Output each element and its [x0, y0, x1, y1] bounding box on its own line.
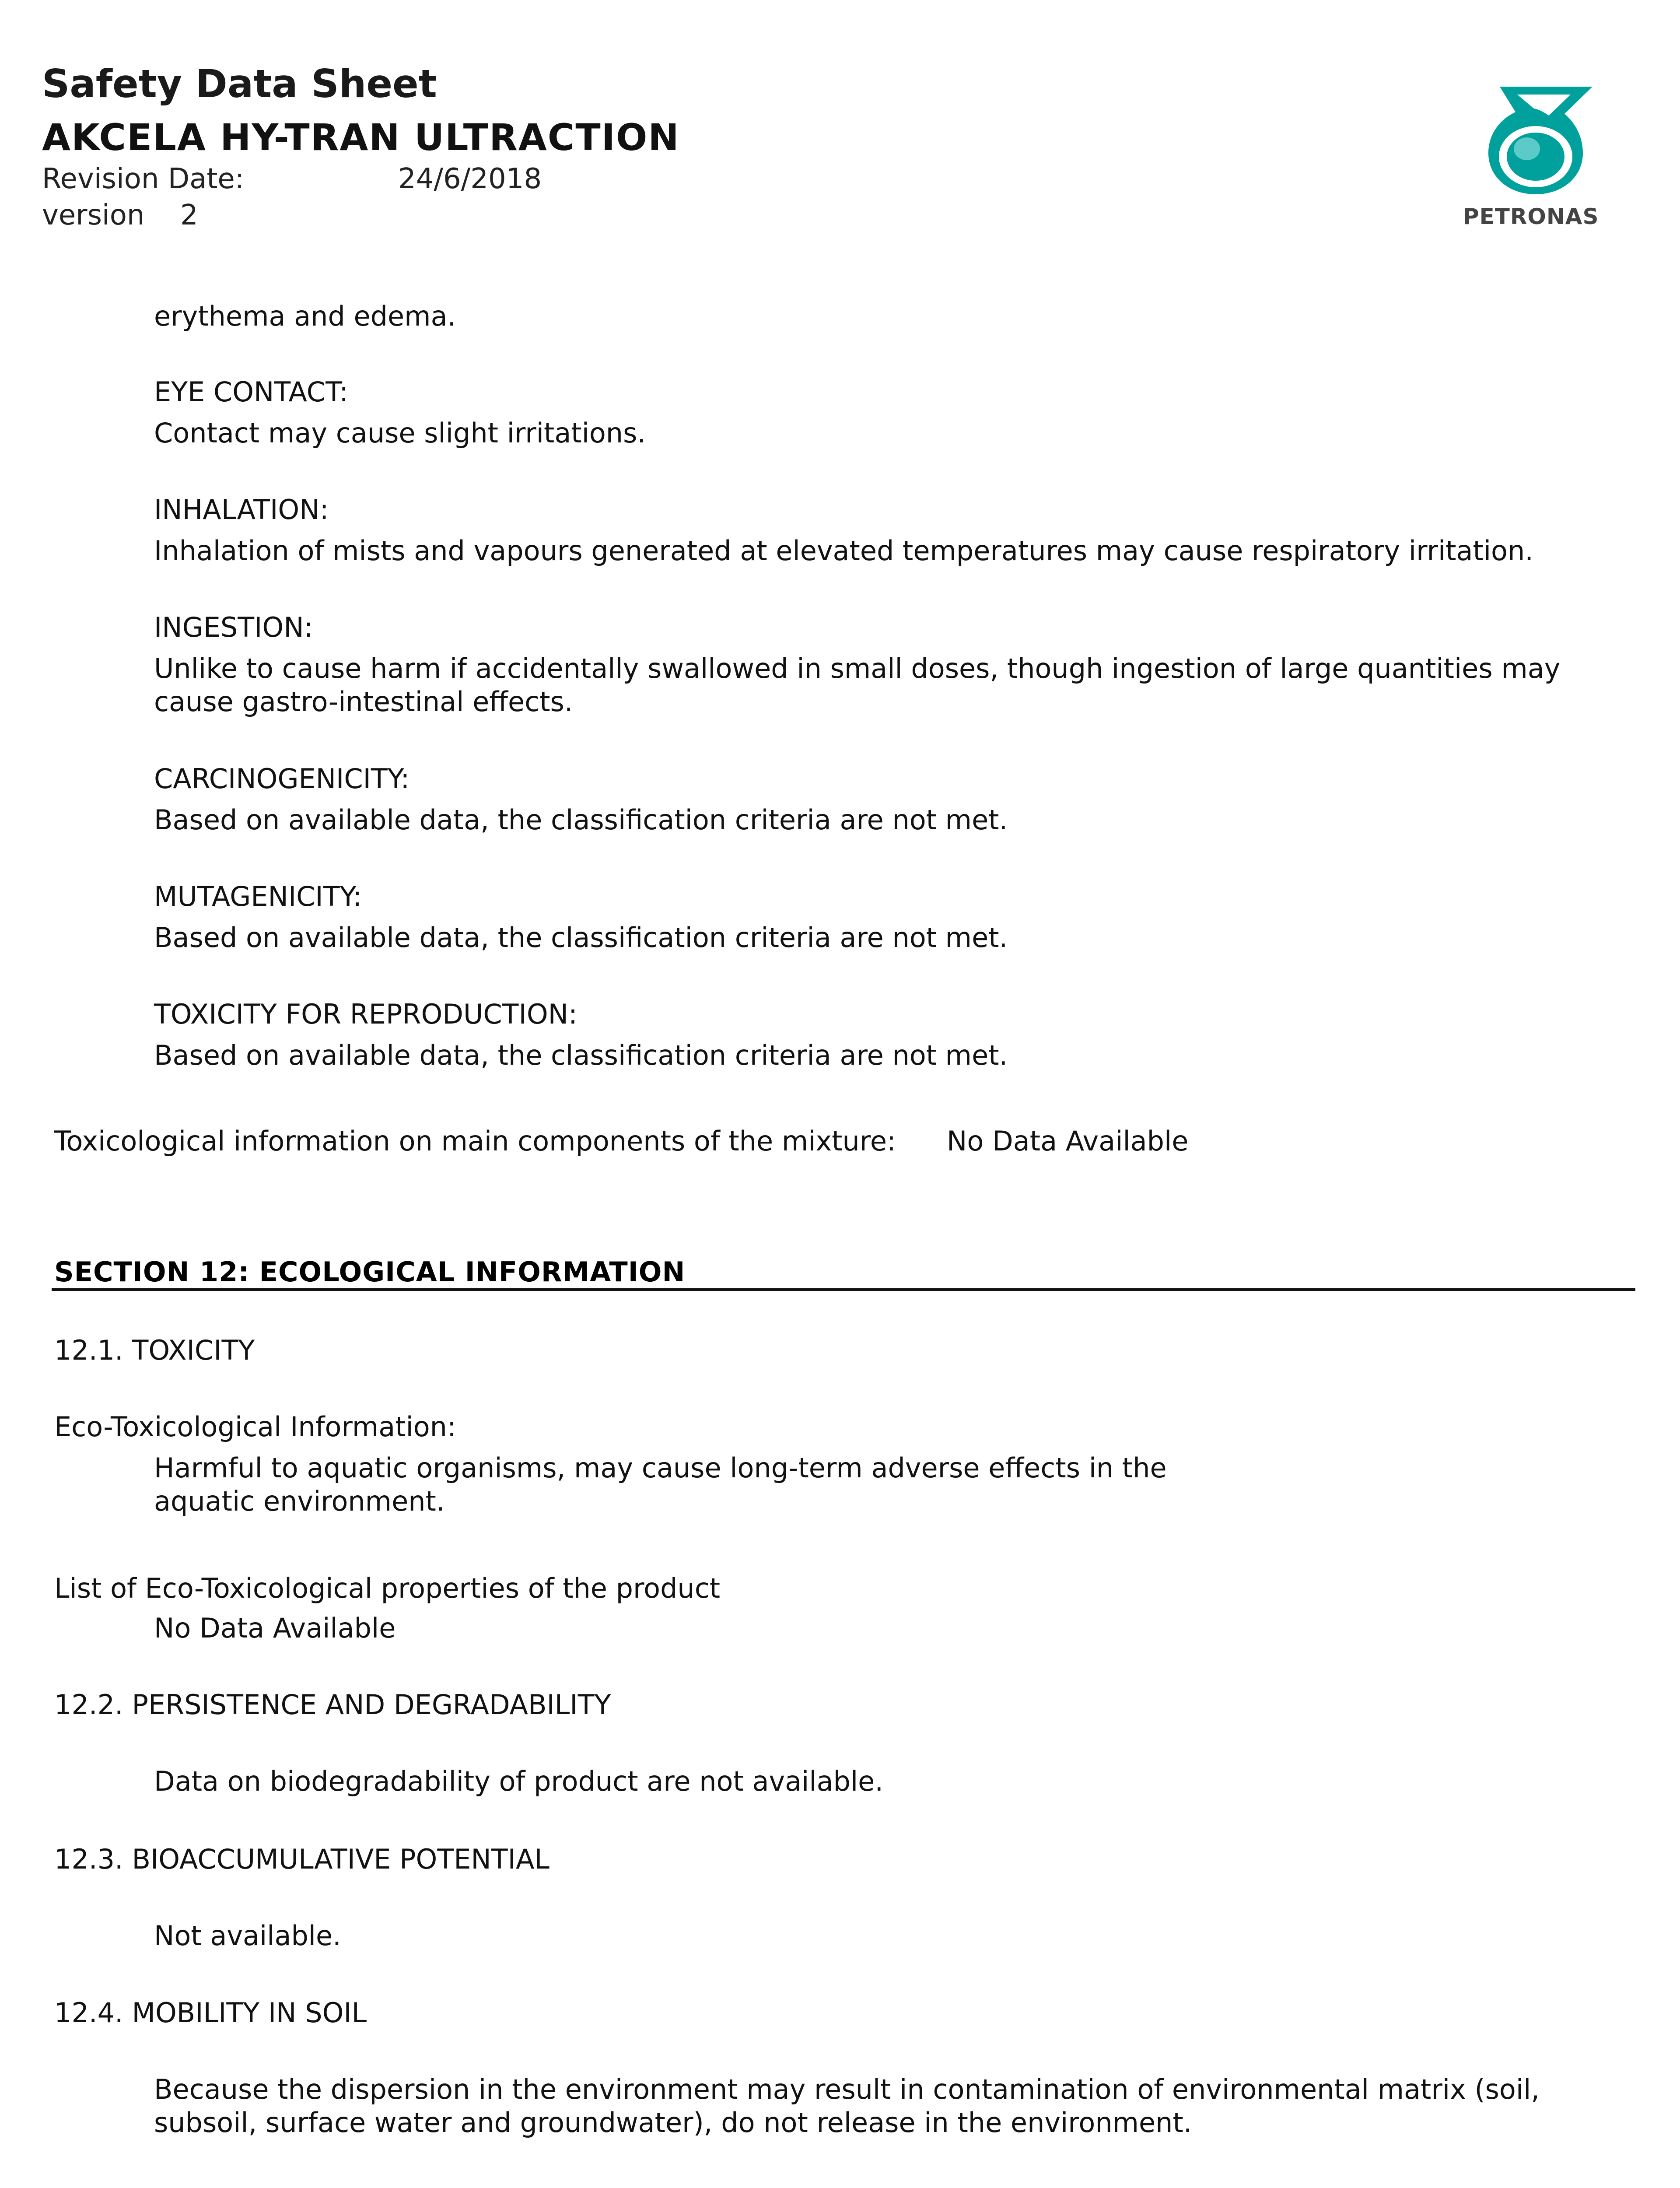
eco-list-label: List of Eco-Toxicological properties of the product [54, 1572, 721, 1604]
mobility-heading: 12.4. MOBILITY IN SOIL [54, 1997, 367, 2029]
section-divider [52, 1288, 1635, 1291]
mutagenicity-label: MUTAGENICITY: [154, 880, 362, 912]
eye-contact-text: Contact may cause slight irritations. [154, 417, 646, 449]
reproduction-text: Based on available data, the classification criteria are not met. [154, 1039, 1008, 1071]
continuation-text: erythema and edema. [154, 300, 456, 332]
eco-info-label: Eco-Toxicological Information: [54, 1411, 456, 1443]
product-name: AKCELA HY-TRAN ULTRACTION [42, 116, 680, 159]
toxicity-heading: 12.1. TOXICITY [54, 1334, 255, 1366]
ingestion-label: INGESTION: [154, 611, 313, 643]
main-components-value: No Data Available [947, 1125, 1189, 1157]
eco-info-text: Harmful to aquatic organisms, may cause long-term adverse effects in the aquatic environment. [154, 1452, 1167, 1517]
logo-text: PETRONAS [1463, 204, 1599, 229]
bioaccumulative-heading: 12.3. BIOACCUMULATIVE POTENTIAL [54, 1843, 550, 1875]
mutagenicity-text: Based on available data, the classification criteria are not met. [154, 922, 1008, 954]
eye-contact-label: EYE CONTACT: [154, 376, 349, 408]
inhalation-text: Inhalation of mists and vapours generated at elevated temperatures may cause respiratory irritation. [154, 535, 1533, 567]
section-12-heading: SECTION 12: ECOLOGICAL INFORMATION [54, 1256, 686, 1288]
inhalation-label: INHALATION: [154, 494, 329, 526]
petronas-drop-icon [1461, 83, 1610, 197]
ingestion-text: Unlike to cause harm if accidentally swallowed in small doses, though ingestion of large quantities may cause gastro-intestinal effects. [154, 652, 1561, 718]
main-components-label: Toxicological information on main components of the mixture: [54, 1125, 896, 1157]
carcinogenicity-text: Based on available data, the classification criteria are not met. [154, 804, 1008, 836]
persistence-heading: 12.2. PERSISTENCE AND DEGRADABILITY [54, 1689, 611, 1721]
document-title: Safety Data Sheet [42, 61, 437, 106]
carcinogenicity-label: CARCINOGENICITY: [154, 763, 410, 795]
bioaccumulative-text: Not available. [154, 1920, 341, 1952]
eco-list-value: No Data Available [154, 1612, 396, 1644]
persistence-text: Data on biodegradability of product are not available. [154, 1765, 884, 1797]
petronas-logo [1461, 83, 1610, 232]
revision-date-value: 24/6/2018 [398, 163, 542, 195]
reproduction-label: TOXICITY FOR REPRODUCTION: [154, 998, 578, 1030]
revision-date-label: Revision Date: [42, 163, 245, 195]
version-label: version [42, 199, 145, 231]
mobility-text: Because the dispersion in the environment may result in contamination of environmental matrix (soil, subsoil, surface water and groundwater), do not release in the environment. [154, 2073, 1540, 2139]
version-number: 2 [180, 199, 198, 231]
